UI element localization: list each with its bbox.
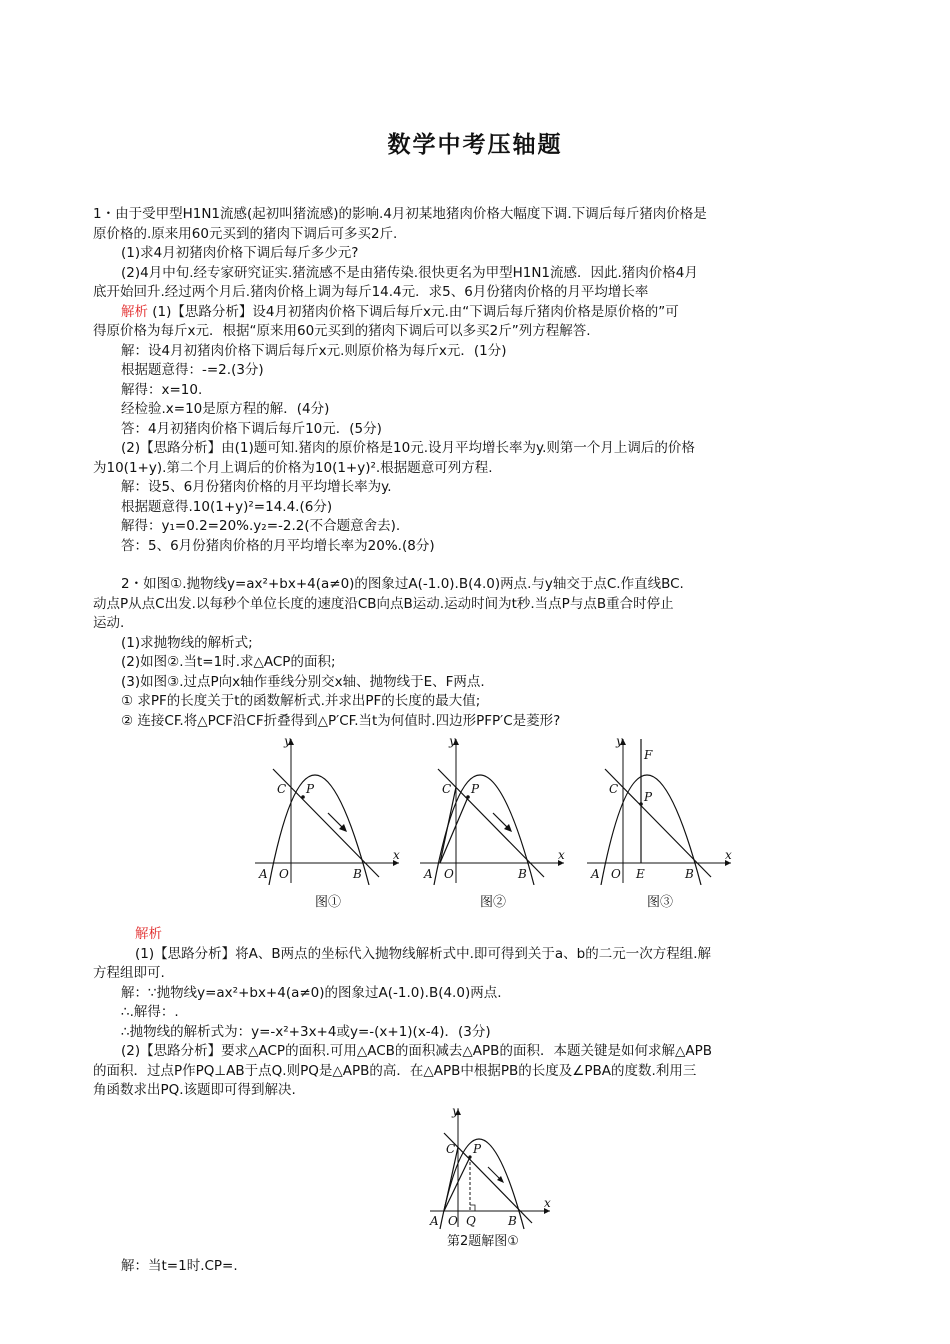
label-q: Q [466, 1213, 476, 1228]
label-a: A [424, 867, 433, 881]
solution-figure-caption: 第2题解图① [447, 1233, 519, 1249]
solution-figure-graph [428, 1105, 553, 1230]
analysis-label: 解析 [121, 303, 148, 320]
label-p: P [473, 1141, 482, 1156]
label-a: A [430, 1213, 439, 1228]
label-b: B [353, 867, 362, 881]
q1-part1: (1)求4月初猪肉价格下调后每斤多少元? [121, 245, 359, 261]
q2-analysis1-line1: (1)【思路分析】将A、B两点的坐标代入抛物线解析式中.即可得到关于a、b的二元一次方程组.解 [135, 945, 712, 962]
label-p: P [471, 782, 480, 796]
label-y: y [616, 735, 623, 748]
q2-analysis2-line2: 的面积．过点P作PQ⊥AB于点Q.则PQ是△APB的高．在△APB中根据PB的长度及∠PBA的度数.利用三 [93, 1062, 697, 1079]
q1-sol1-line: 根据题意得：-=2.(3分) [121, 362, 264, 378]
q2-sol1-line: ∴抛物线的解析式为：y=-x²+3x+4或y=-(x+1)(x-4)．(3分) [121, 1023, 491, 1040]
figure-2-graph [418, 735, 568, 885]
label-x: x [393, 848, 400, 862]
q2-stem-line2: 动点P从点C出发.以每秒个单位长度的速度沿CB向点B运动.运动时间为t秒.当点P与点B重合时停止 [93, 595, 674, 612]
q1-part2-line1: (2)4月中旬.经专家研究证实.猪流感不是由猪传染.很快更名为甲型H1N1流感．因此.猪肉价格4月 [121, 264, 698, 281]
q2-analysis2-line1: (2)【思路分析】要求△ACP的面积.可用△ACB的面积减去△APB的面积．本题关键是如何求解△APB [121, 1043, 712, 1059]
q1-analysis2-line2: 为10(1+y).第二个月上调后的价格为10(1+y)².根据题意可列方程. [93, 459, 493, 476]
label-a: A [259, 867, 268, 881]
q1-analysis1-line1 [93, 303, 863, 323]
label-f: F [644, 748, 653, 762]
solution-figure [93, 1105, 863, 1255]
q1-sol1-line: 解得：x=10. [121, 381, 203, 398]
figure-2-caption: 图② [479, 895, 506, 910]
q2-sol1-line: ∴.解得：. [121, 1004, 179, 1020]
label-p: P [644, 790, 653, 804]
label-c: C [442, 782, 452, 796]
q2-part: (1)求抛物线的解析式; [121, 634, 253, 651]
label-c: C [609, 782, 619, 796]
label-p: P [306, 782, 315, 796]
figure-1-caption: 图① [314, 895, 341, 910]
page-title: 数学中考压轴题 [387, 131, 563, 158]
label-o: O [611, 867, 621, 881]
label-c: C [277, 782, 287, 796]
q1-stem-line2: 原价格的.原来用60元买到的猪肉下调后可多买2斤. [93, 225, 398, 242]
q2-part: ② 连接CF.将△PCF沿CF折叠得到△P′CF.当t为何值时.四边形PFP′C是菱形? [121, 712, 561, 729]
label-c: C [446, 1141, 456, 1156]
q2-stem-line3: 运动. [93, 615, 125, 631]
label-o: O [448, 1213, 458, 1228]
q2-analysis1-line2: 方程组即可. [93, 965, 165, 981]
q2-part: ① 求PF的长度关于t的函数解析式.并求出PF的长度的最大值; [121, 693, 481, 709]
analysis-label: 解析 [135, 926, 162, 942]
label-b: B [518, 867, 527, 881]
label-o: O [444, 867, 454, 881]
q2-analysis2-line3: 角函数求出PQ.该题即可得到解决. [93, 1082, 296, 1098]
q2-sol2-start: 解：当t=1时.CP=. [121, 1257, 238, 1274]
label-b: B [685, 867, 694, 881]
q1-analysis1-line2: 得原价格为每斤x元．根据“原来用60元买到的猪肉下调后可以多买2斤”列方程解答. [93, 323, 591, 339]
q2-sol1-line: 解：∵抛物线y=ax²+bx+4(a≠0)的图象过A(-1.0).B(4.0)两点. [121, 984, 502, 1001]
label-y: y [449, 735, 456, 748]
figure-3-graph [585, 735, 735, 885]
q1-sol2-line: 解得：y₁=0.2=20%.y₂=-2.2(不合题意舍去). [121, 518, 401, 534]
figure-1-graph [253, 735, 403, 885]
label-b: B [508, 1213, 517, 1228]
figure-3 [585, 735, 735, 915]
content-body [93, 205, 863, 1276]
q1-stem-line1: 1・由于受甲型H1N1流感(起初叫猪流感)的影响.4月初某地猪肉价格大幅度下调.下调后每斤猪肉价格是 [93, 206, 707, 222]
label-e: E [636, 867, 645, 881]
figure-2 [418, 735, 568, 915]
label-a: A [591, 867, 600, 881]
label-y: y [452, 1104, 459, 1118]
q1-sol1-line: 经检验.x=10是原方程的解．(4分) [121, 401, 330, 417]
q2-stem-line1: 2・如图①.抛物线y=ax²+bx+4(a≠0)的图象过A(-1.0).B(4.0)两点.与y轴交于点C.作直线BC. [121, 576, 684, 592]
q2-part: (2)如图②.当t=1时.求△ACP的面积; [121, 654, 336, 670]
figure-3-caption: 图③ [646, 895, 673, 910]
q2-part: (3)如图③.过点P向x轴作垂线分别交x轴、抛物线于E、F两点. [121, 673, 485, 690]
q1-sol1-line: 解：设4月初猪肉价格下调后每斤x元.则原价格为每斤x元．(1分) [121, 342, 507, 359]
label-x: x [544, 1195, 551, 1210]
q2-figures [93, 735, 863, 925]
label-x: x [725, 848, 732, 862]
q1-sol2-line: 根据题意得.10(1+y)²=14.4.(6分) [121, 498, 333, 515]
q1-part2-line2: 底开始回升.经过两个月后.猪肉价格上调为每斤14.4元．求5、6月份猪肉价格的月平均增长率 [93, 284, 649, 300]
figure-1 [253, 735, 403, 915]
q1-analysis2-line1: (2)【思路分析】由(1)题可知.猪肉的原价格是10元.设月平均增长率为y.则第一个月上调后的价格 [121, 440, 695, 456]
q1-analysis1-text: (1)【思路分析】设4月初猪肉价格下调后每斤x元.由“下调后每斤猪肉价格是原价格的”可 [148, 303, 679, 320]
q1-sol2-line: 解：设5、6月份猪肉价格的月平均增长率为y. [121, 479, 392, 495]
label-y: y [284, 735, 291, 748]
label-o: O [279, 867, 289, 881]
label-x: x [558, 848, 565, 862]
q1-sol2-line: 答：5、6月份猪肉价格的月平均增长率为20%.(8分) [121, 537, 435, 554]
q1-sol1-line: 答：4月初猪肉价格下调后每斤10元．(5分) [121, 420, 382, 437]
q2-analysis-label [93, 925, 863, 945]
